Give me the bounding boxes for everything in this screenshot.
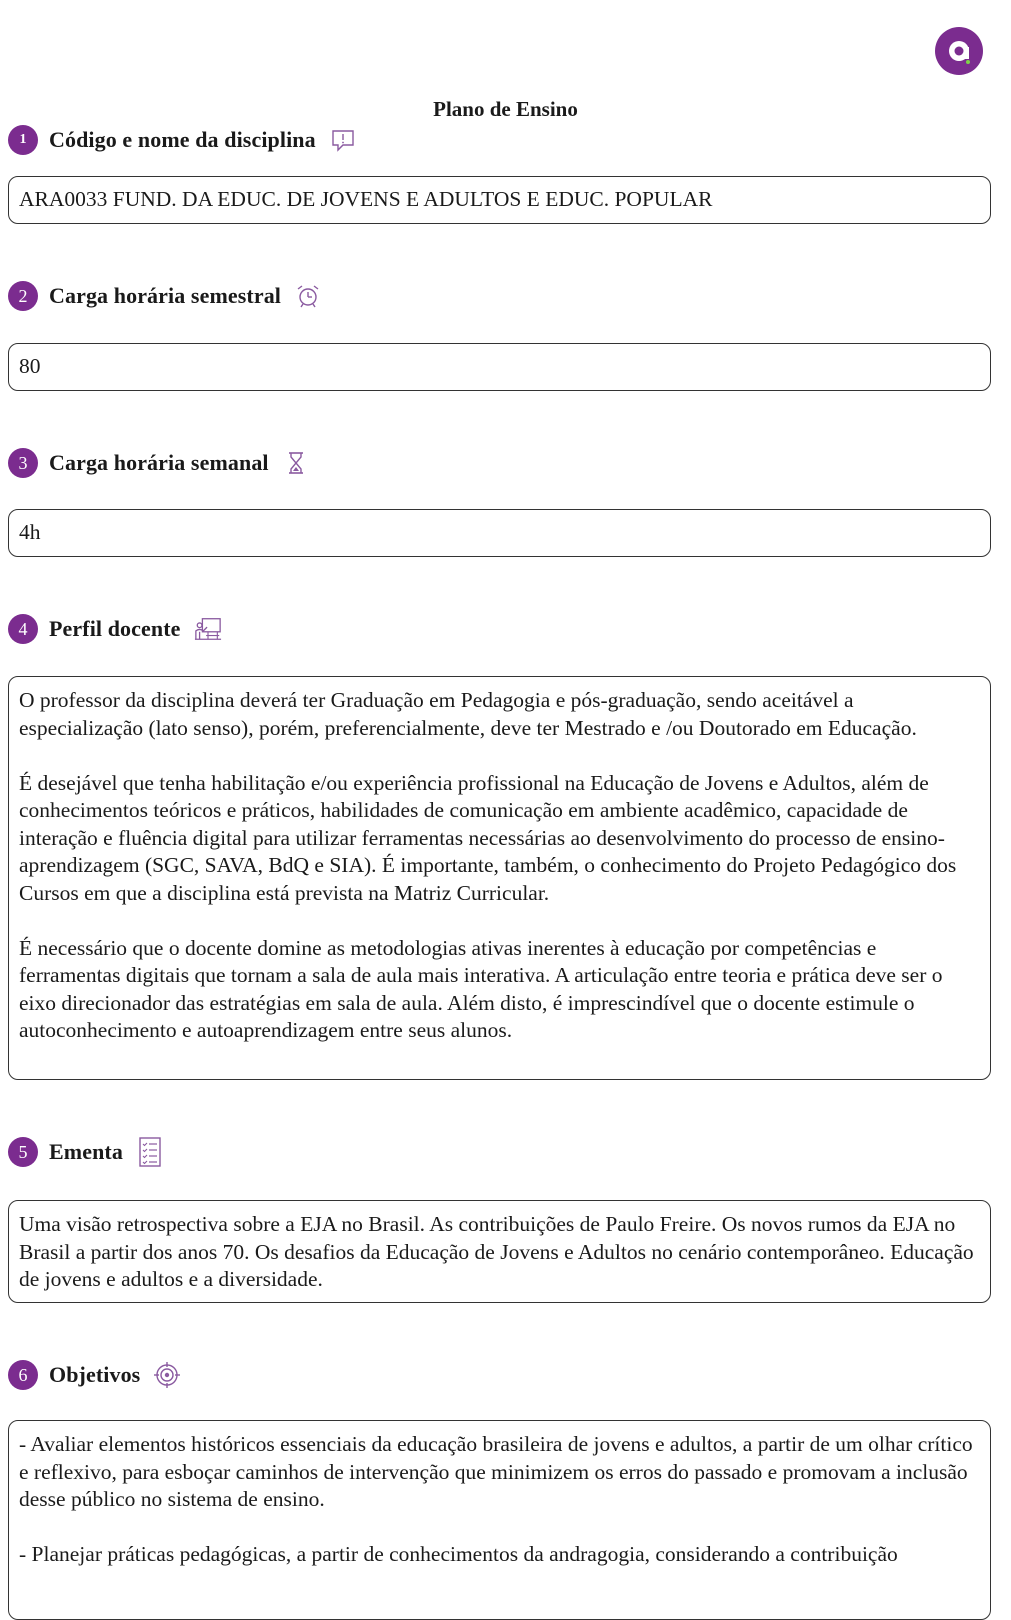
syllabus-field bbox=[8, 1200, 991, 1303]
section-label: Carga horária semestral bbox=[49, 283, 282, 308]
section-label: Carga horária semanal bbox=[49, 450, 269, 475]
section-number: 4 bbox=[8, 614, 38, 644]
hourglass-icon bbox=[282, 449, 310, 477]
brand-logo bbox=[935, 27, 983, 75]
objectives-field bbox=[8, 1420, 991, 1620]
section-1-header bbox=[8, 124, 357, 156]
teacher-profile-field bbox=[8, 676, 991, 1080]
semester-hours-field bbox=[8, 343, 991, 391]
paragraph: - Planejar práticas pedagógicas, a partir de conhecimentos da andragogia, considerando a contribuição bbox=[19, 1542, 898, 1566]
field-value: 4h bbox=[19, 520, 41, 544]
teacher-board-icon bbox=[194, 615, 222, 643]
section-label: Ementa bbox=[49, 1139, 123, 1164]
field-value: ARA0033 FUND. DA EDUC. DE JOVENS E ADULTOS E EDUC. POPULAR bbox=[19, 187, 713, 211]
paragraph: O professor da disciplina deverá ter Graduação em Pedagogia e pós-graduação, sendo aceitável a especialização (lato senso), porém, preferencialmente, deve ter Mestrado e /ou Doutorado em Educação. bbox=[19, 688, 917, 740]
page-title: Plano de Ensino bbox=[433, 97, 578, 121]
section-number: 6 bbox=[8, 1360, 38, 1390]
section-number: 5 bbox=[8, 1137, 38, 1167]
alarm-clock-icon bbox=[294, 282, 322, 310]
brand-logo-icon bbox=[935, 27, 983, 75]
speech-bubble-alert-icon bbox=[329, 126, 357, 154]
weekly-hours-field bbox=[8, 509, 991, 557]
paragraph: É desejável que tenha habilitação e/ou experiência profissional na Educação de Jovens e Adultos, além de conhecimentos teóricos e práticos, habilidades de comunicação em ambiente acadêmico, capacidade de interação e fluência digital para utilizar ferramentas necessárias ao desenvolvimento do processo de ensino-aprendizagem (SGC, SAVA, BdQ e SIA). É importante, também, o conhecimento do Projeto Pedagógico dos Cursos em que a disciplina está prevista na Matriz Curricular. bbox=[19, 770, 957, 905]
section-2-header bbox=[8, 280, 322, 312]
section-4-header bbox=[8, 613, 222, 645]
section-5-header bbox=[8, 1136, 164, 1168]
section-6-header bbox=[8, 1359, 181, 1391]
section-label: Perfil docente bbox=[49, 616, 181, 641]
section-label: Objetivos bbox=[49, 1362, 141, 1387]
section-number: 1 bbox=[8, 125, 38, 155]
section-label: Código e nome da disciplina bbox=[49, 127, 316, 152]
target-icon bbox=[153, 1361, 181, 1389]
checklist-icon bbox=[136, 1138, 164, 1166]
section-3-header bbox=[8, 447, 310, 479]
section-number: 3 bbox=[8, 448, 38, 478]
section-number: 2 bbox=[8, 281, 38, 311]
field-value: 80 bbox=[19, 354, 41, 378]
paragraph: É necessário que o docente domine as metodologias ativas inerentes à educação por competências e ferramentas digitais que tornam a sala de aula mais interativa. A articulação entre teoria e prática deve ser o eixo direcionador das estratégias em sala de aula. Além disto, é imprescindível que o docente estimule o autoconhecimento e autoaprendizagem entre seus alunos. bbox=[19, 935, 943, 1042]
paragraph: Uma visão retrospectiva sobre a EJA no Brasil. As contribuições de Paulo Freire. Os novos rumos da EJA no Brasil a partir dos anos 70. Os desafios da Educação de Jovens e Adultos no cenário contemporâneo. Educação de jovens e adultos e a diversidade. bbox=[19, 1212, 974, 1291]
discipline-code-name-field bbox=[8, 176, 991, 224]
paragraph: - Avaliar elementos históricos essenciais da educação brasileira de jovens e adultos, a partir de um olhar crítico e reflexivo, para esboçar caminhos de intervenção que minimizem os erros do passado e promovam a inclusão desse público no sistema de ensino. bbox=[19, 1432, 973, 1511]
